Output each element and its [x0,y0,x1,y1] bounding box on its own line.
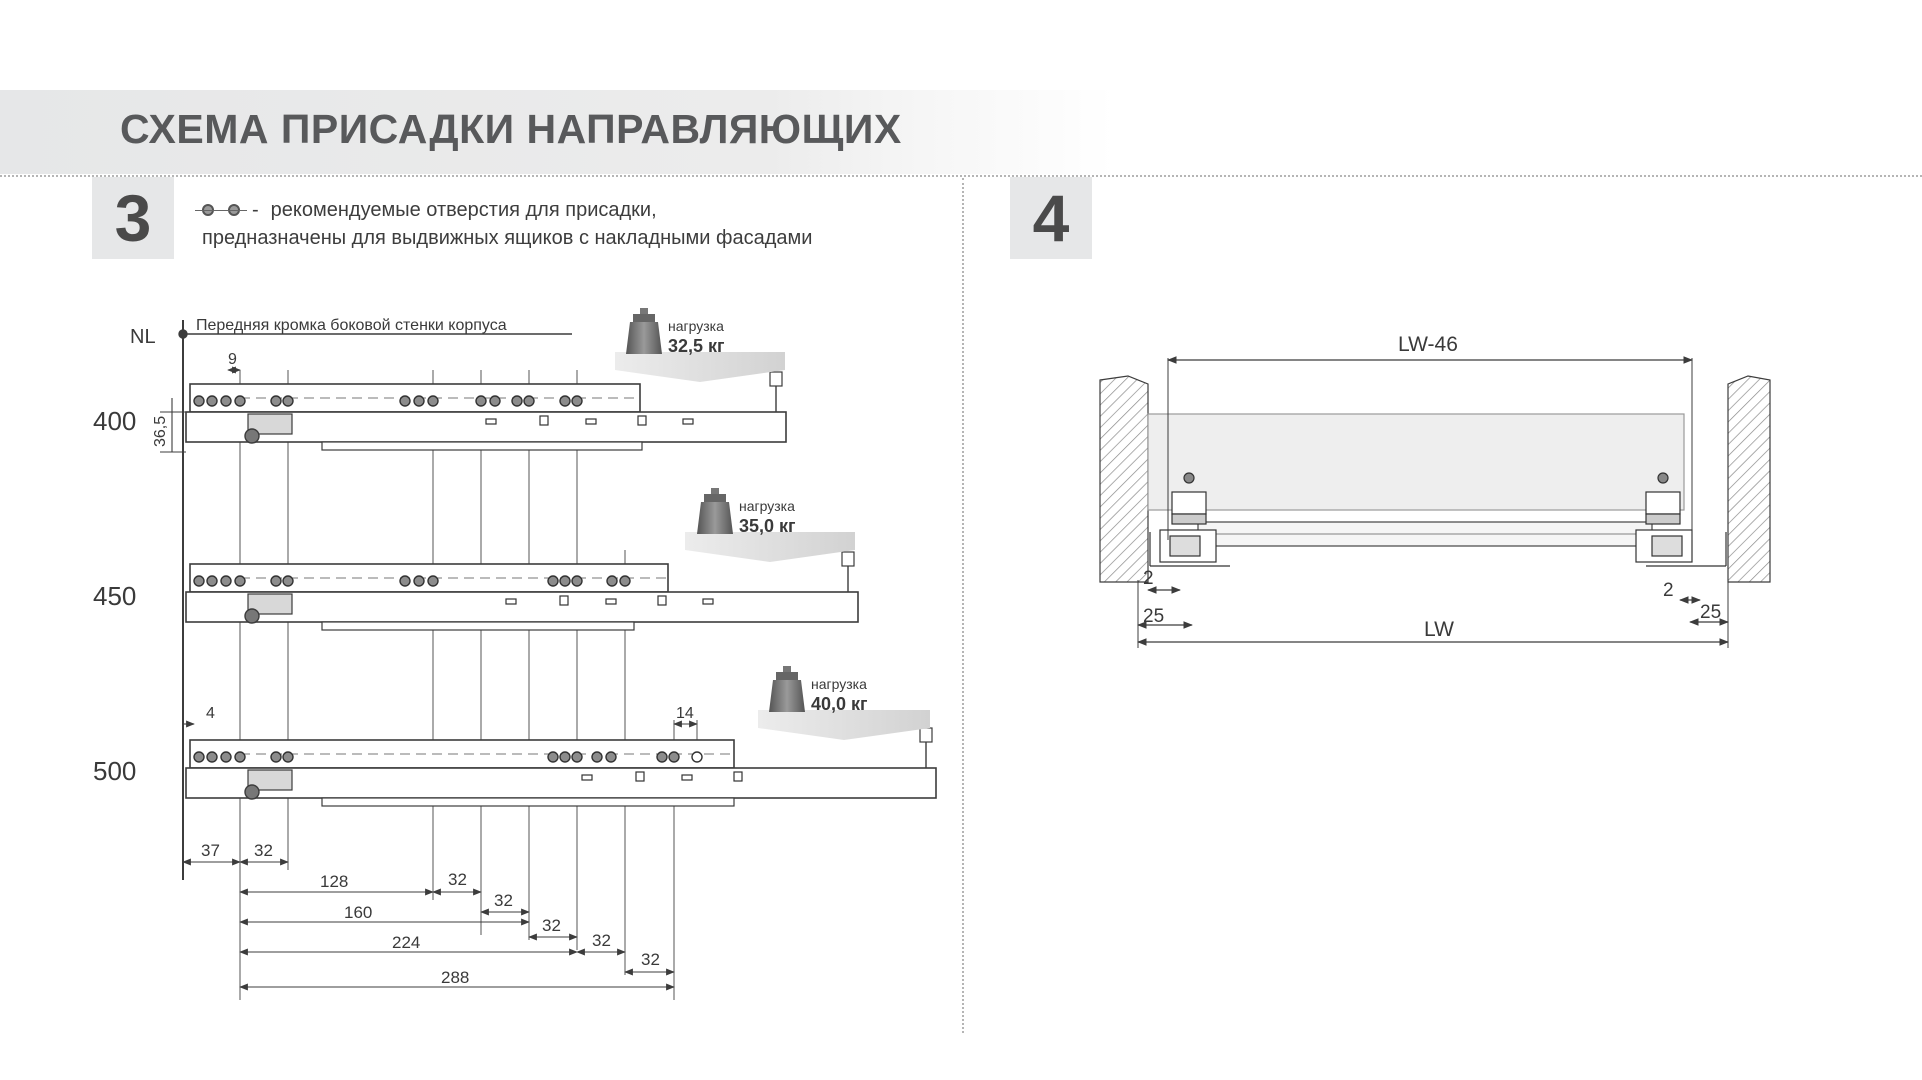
dim-14: 14 [676,705,694,722]
legend-line-2: предназначены для выдвижных ящиков с накладными фасадами [202,227,813,249]
dim-32-d: 32 [542,916,561,935]
weight-icon-400 [626,308,662,354]
nl-label: NL [130,326,156,348]
drawer-panel [1148,414,1684,510]
load-label-400: нагрузка [668,318,724,334]
load-value-450: 35,0 кг [739,516,796,536]
dim-lw46: LW-46 [1398,333,1458,356]
rail-400 [186,372,786,450]
legend-dash: - [252,199,259,221]
section-4-drawing [1100,358,1770,648]
weight-icon-450 [697,488,733,534]
front-edge-label: Передняя кромка боковой стенки корпуса [196,317,507,334]
dim-32-e: 32 [592,931,611,950]
dim-lw: LW [1424,618,1454,641]
rail-length-500: 500 [93,756,137,786]
right-cabinet-wall [1728,376,1770,582]
section-3-number: 3 [92,177,174,259]
dim-288: 288 [441,968,470,987]
load-arrow-450 [685,532,855,562]
load-arrow-400 [615,352,785,382]
rail-450 [186,552,858,630]
hole-reference-lines [240,370,697,1000]
dim-224: 224 [392,933,421,952]
page-title: СХЕМА ПРИСАДКИ НАПРАВЛЯЮЩИХ [120,106,902,152]
load-label-500: нагрузка [811,676,867,692]
dim-36-5: 36,5 [152,415,169,447]
dim-32-b: 32 [448,870,467,889]
dim-left-gap: 2 [1143,568,1154,589]
dim-32-c: 32 [494,891,513,910]
load-arrow-500 [758,710,930,740]
legend-line-1: рекомендуемые отверстия для присадки, [270,199,657,221]
rail-500 [186,728,936,806]
load-label-450: нагрузка [739,498,795,514]
dim-right-gap: 2 [1663,580,1674,601]
dim-37: 37 [201,841,220,860]
section-3-dimension-lines [160,370,697,987]
dim-right-offset: 25 [1700,602,1722,623]
rail-length-400: 400 [93,406,137,436]
left-cabinet-wall [1100,376,1148,582]
rail-length-450: 450 [93,581,137,611]
section-3-drawing [179,320,936,1000]
weight-icon-500 [769,666,805,712]
load-value-400: 32,5 кг [668,336,725,356]
dim-160: 160 [344,903,373,922]
dim-4: 4 [206,705,215,722]
section-4-number: 4 [1010,177,1092,259]
dim-9: 9 [228,351,237,368]
dim-32-a: 32 [254,841,273,860]
dim-128: 128 [320,872,349,891]
load-value-500: 40,0 кг [811,694,868,714]
dim-32-f: 32 [641,950,660,969]
dim-left-offset: 25 [1143,606,1165,627]
